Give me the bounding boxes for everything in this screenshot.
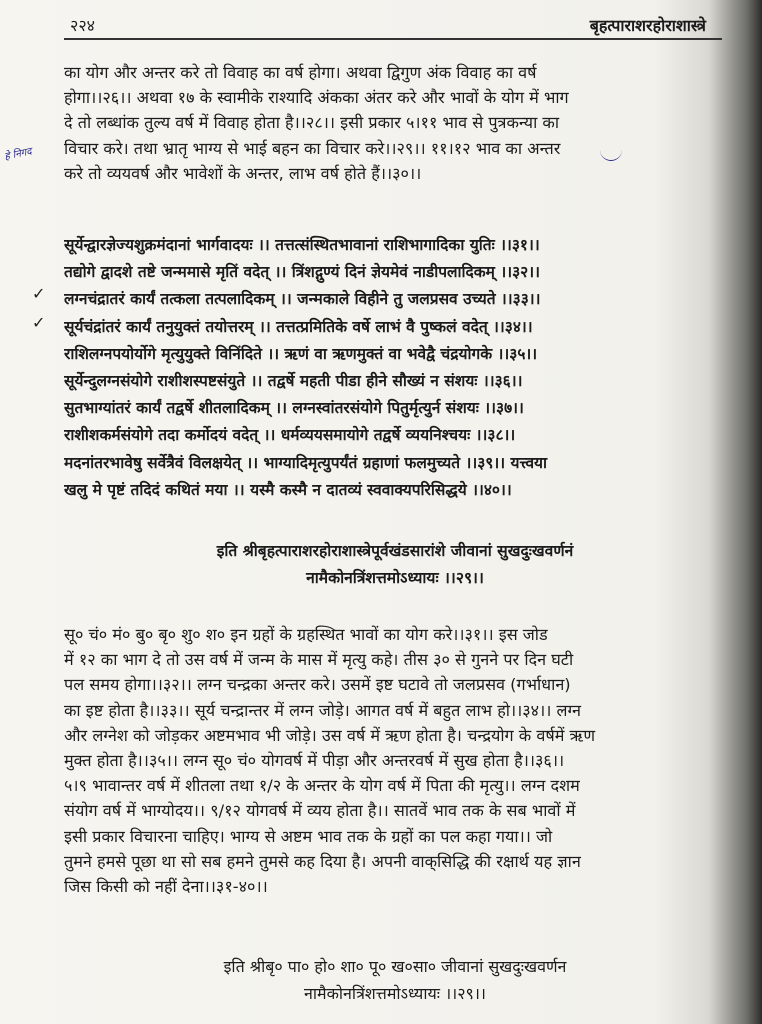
verse-line: राशीशकर्मसंयोगे तदा कर्मोदयं वदेत् ।। धर्मव्ययसमायोगे तद्वर्षे व्ययनिश्चयः ।।३८।। [64,426,516,445]
header-rule [64,38,722,40]
text-line: पल समय होगा।।३२।। लग्न चन्द्रका अन्तर करे। उसमें इष्ट घटावे तो जलप्रसव (गर्भाधान) [64,675,571,695]
chapter-colophon-sanskrit [60,538,730,592]
verse-line: सुतभाग्यांतरं कार्यं तद्वर्षे शीतलादिकम् ।। लग्नस्वांतरसंयोगे पितुर्मृत्युर्न संशयः ।।३७।। [64,399,524,418]
text-line: दे तो लब्धांक तुल्य वर्ष में विवाह होता है।।२८।। इसी प्रकार ५।११ भाव से पुत्रकन्या का [64,113,560,133]
text-line: ५।९ भावान्तर वर्ष में शीतला तथा १/२ के अन्तर के योग वर्ष में पिता की मृत्यु।। लग्न दशम [64,776,580,796]
text-line: संयोग वर्ष में भाग्योदय।। ९/१२ योगवर्ष में व्यय होता है।। सातवें भाव तक के सब भावों में [64,801,576,821]
text-line: मुक्त होता है।।३५।। लग्न सू० चं० योगवर्ष में पीड़ा और अन्तरवर्ष में सुख होता है।।३६।। [64,751,565,771]
text-line: और लग्नेश को जोड़कर अष्टमभाव भी जोड़े। उस वर्ष में ऋण होता है। चन्द्रयोग के वर्षमें ऋण [64,725,596,745]
text-line: का योग और अन्तर करे तो विवाह का वर्ष होगा। अथवा द्विगुण अंक विवाह का वर्ष [64,63,537,82]
verse-line: सूर्येन्द्वारज्ञेज्यशुक्रमंदानां भार्गवादयः ।। तत्तत्संस्थितभावानां राशिभागादिका युतिः ।।३१।। [64,236,540,254]
chapter-colophon-hindi [60,953,730,1007]
colophon-line: नामैकोनत्रिंशत्तमोऽध्यायः ।।२९।। [304,984,486,1003]
text-line: करे तो व्ययवर्ष और भावेशों के अन्तर, लाभ वर्ष होते हैं।।३०।। [64,163,422,183]
sanskrit-verses [64,232,719,504]
verse-line: खलु मे पृष्टं तदिदं कथितं मया ।। यस्मै कस्मै न दातव्यं स्ववाक्यपरिसिद्धये ।।४०।। [64,480,512,499]
colophon-line: नामैकोनत्रिंशत्तमोऽध्यायः ।।२९।। [306,569,484,587]
colophon-line: इति श्रीबृ० पा० हो० शा० पू० ख०सा० जीवानां सुखदुःखवर्णन [223,957,567,976]
commentary-top [64,60,714,186]
tick-mark-icon: ✓ [32,313,46,332]
text-line: इसी प्रकार विचारना चाहिए। भाग्य से अष्टम भाव तक के ग्रहों का पल कहा गया।। जो [64,826,553,846]
handwritten-margin-note: हे निगद [3,146,33,163]
text-line: तुमने हमसे पूछा था सो सब हमने तुमसे कह दिया है। अपनी वाक्‌सिद्धि की रक्षार्थ यह ज्ञान [64,851,581,871]
verse-line: लग्नचंद्रातरं कार्यं तत्कला तत्पलादिकम् ।। जन्मकाले विहीने तु जलप्रसव उच्यते ।।३३।। [64,290,541,309]
page-number: २२४ [70,16,95,35]
text-line: जिस किसी को नहीं देना।।३१-४०।। [64,877,268,897]
text-line: में १२ का भाग दे तो उस वर्ष में जन्म के मास में मृत्यु कहे। तीस ३० से गुनने पर दिन घटी [64,650,574,670]
running-title: बृहत्पाराशरहोराशास्त्रे [589,16,706,35]
commentary-bottom [64,622,714,899]
verse-line: सूर्यचंद्रांतरं कार्यं तनुयुक्तं तयोत्तरम् ।। तत्तत्प्रमितिके वर्षे लाभं वै पुष्कलं वदेत् ।।३४।। [64,317,533,336]
verse-line: तद्योगे द्वादशे तष्टे जन्ममासे मृतिं वदेत् ।। त्रिंशद्गुण्यं दिनं ज्ञेयमेवं नाडीपलादिकम् ।।३२।। [64,263,540,282]
colophon-line: इति श्रीबृहत्पाराशरहोराशास्त्रेपूर्वखंडसारांशे जीवानां सुखदुःखवर्णनं [216,542,574,560]
text-line: का इष्ट होता है।।३३।। सूर्य चन्द्रान्तर में लग्न जोड़े। आगत वर्ष में बहुत लाभ हो।।३४।। लग्न [64,700,582,720]
verse-line: सूर्येन्दुलग्नसंयोगे राशीशस्पष्टसंयुते ।। तद्वर्षे महती पीडा हीने सौख्यं न संशयः ।।३६।। [64,372,523,391]
tick-mark-icon: ✓ [32,284,46,303]
text-line: सू० चं० मं० बु० बृ० शु० श० इन ग्रहों के ग्रहस्थित भावों का योग करे।।३१।। इस जोड [64,625,548,644]
verse-line: राशिलग्नपयोर्योगे मृत्युयुक्ते विनिंदिते ।। ऋणं वा ऋणमुक्तं वा भवेद्वै चंद्रयोगके ।।३५।। [64,344,538,363]
verse-line: मदनांतरभावेषु सर्वेत्रैवं विलक्षयेत् ।। भाग्यादिमृत्युपर्यंतं ग्रहाणां फलमुच्यते ।।३९।। यत्त्वया [64,453,548,472]
text-line: होगा।।२६।। अथवा १७ के स्वामीके राश्यादि अंकका अंतर करे और भावों के योग में भाग [64,88,569,108]
text-line: विचार करे। तथा भ्रातृ भाग्य से भाई बहन का विचार करे।।२९।। ११।१२ भाव का अन्तर [64,138,561,158]
